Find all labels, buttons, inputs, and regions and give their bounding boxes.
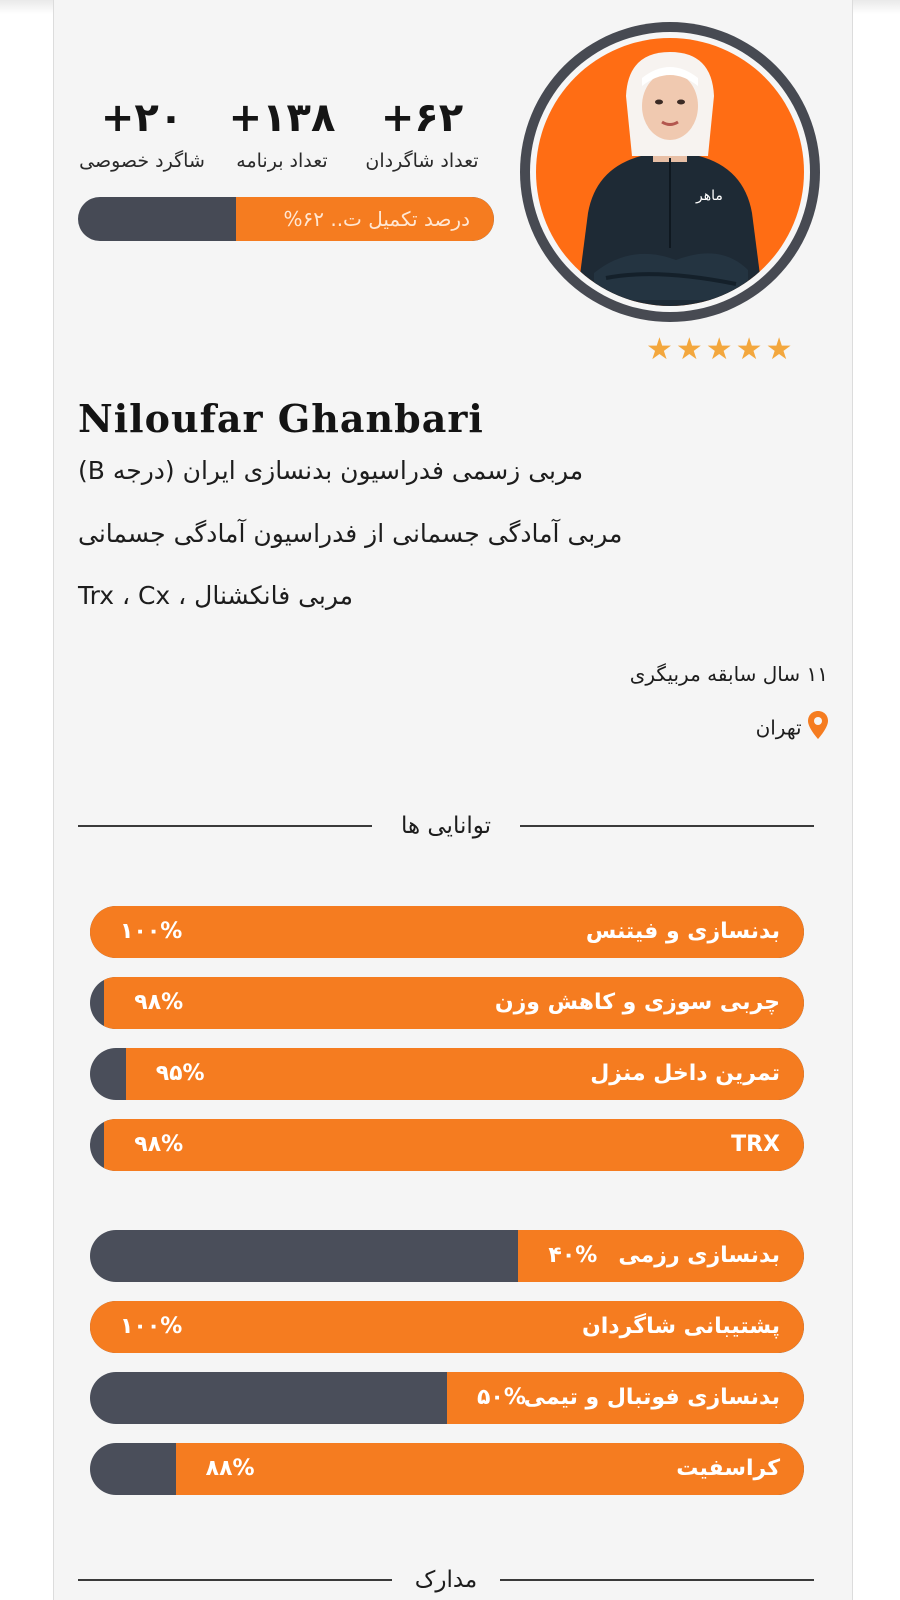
coach-profile-card <box>53 0 853 1600</box>
location <box>756 711 828 744</box>
skill-label: پشتیبانی شاگردان <box>581 1314 780 1339</box>
skill-bar <box>90 977 804 1029</box>
abilities-title: توانایی ها <box>400 813 492 839</box>
location-pin-icon <box>808 711 828 744</box>
skill-bar <box>90 906 804 958</box>
svg-text:ماهر: ماهر <box>696 188 723 204</box>
skill-label: تمرین داخل منزل <box>590 1061 780 1086</box>
credential-3: مربی فانکشنال ، Trx ، Cx <box>78 581 354 610</box>
stat-students <box>352 96 492 172</box>
skill-bar <box>90 1048 804 1100</box>
stat-private-students <box>72 96 212 172</box>
location-city: تهران <box>755 715 802 740</box>
skill-percent: ۱۰۰% <box>120 919 183 944</box>
stat-students-value: +۶۲ <box>380 95 464 141</box>
documents-heading <box>78 1565 814 1595</box>
skill-percent: ۹۵% <box>155 1061 205 1086</box>
documents-title: مدارک <box>414 1567 478 1593</box>
coach-photo <box>536 38 804 306</box>
skill-bar <box>90 1301 804 1353</box>
coach-name: Niloufar Ghanbari <box>78 396 484 441</box>
skill-label: چربی سوزی و کاهش وزن <box>494 990 780 1015</box>
skill-bar <box>90 1119 804 1171</box>
stat-programs-label: تعداد برنامه <box>236 150 328 172</box>
stat-private-label: شاگرد خصوصی <box>79 150 205 172</box>
skill-percent: ۸۸% <box>205 1456 255 1481</box>
stat-private-value: +۲۰ <box>100 95 184 141</box>
skill-percent: ۱۰۰% <box>120 1314 183 1339</box>
profile-completion-bar <box>78 197 494 241</box>
credential-1: مربی زسمی فدراسیون بدنسازی ایران (درجه B) <box>78 456 584 485</box>
stat-students-label: تعداد شاگردان <box>365 150 479 172</box>
skill-bar <box>90 1230 804 1282</box>
experience-text: ۱۱ سال سابقه مربیگری <box>629 662 828 686</box>
skill-label: بدنسازی و فیتنس <box>585 919 780 944</box>
skill-bar <box>90 1443 804 1495</box>
rating-stars: ★★★★★ <box>646 332 796 367</box>
skill-percent: ۹۸% <box>134 990 184 1015</box>
stat-programs <box>212 96 352 172</box>
skill-label: کراسفیت <box>676 1456 780 1481</box>
skill-label: بدنسازی رزمی <box>618 1243 780 1268</box>
skill-label: بدنسازی فوتبال و تیمی <box>523 1385 780 1410</box>
avatar <box>520 22 820 322</box>
profile-completion-label: درصد تکمیل ت.. ۶۲% <box>283 207 470 231</box>
skill-percent: ۵۰% <box>477 1385 526 1410</box>
stat-programs-value: +۱۳۸ <box>228 95 336 141</box>
skill-percent: ۹۸% <box>134 1132 184 1157</box>
skill-label: TRX <box>731 1132 780 1157</box>
skill-bar-fill <box>104 1119 804 1171</box>
credential-2: مربی آمادگی جسمانی از فدراسیون آمادگی جسمانی <box>78 519 623 548</box>
skill-percent: ۴۰% <box>548 1243 598 1268</box>
abilities-heading <box>78 811 814 841</box>
skill-bar <box>90 1372 804 1424</box>
